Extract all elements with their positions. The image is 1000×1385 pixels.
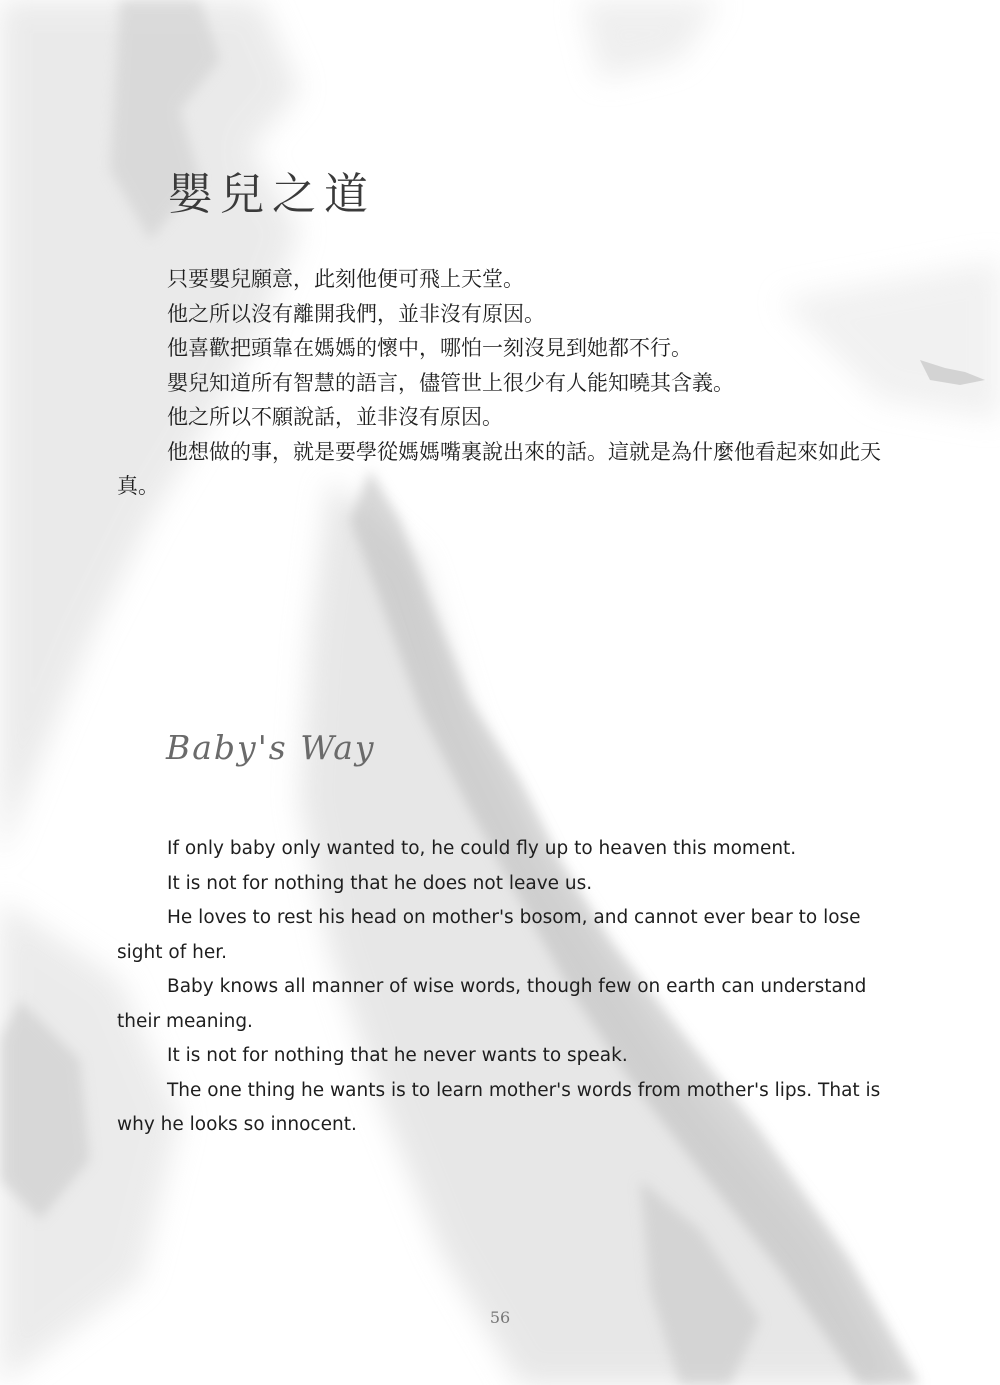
english-paragraph: Baby knows all manner of wise words, though few on earth can understand their meaning. bbox=[117, 976, 867, 1032]
chinese-paragraph: 只要嬰兒願意，此刻他便可飛上天堂。 bbox=[167, 267, 524, 291]
chinese-poem-body bbox=[117, 262, 887, 504]
english-paragraph: He loves to rest his head on mother's bosom, and cannot ever bear to lose sight of her. bbox=[117, 907, 861, 963]
chinese-paragraph: 嬰兒知道所有智慧的語言，儘管世上很少有人能知曉其含義。 bbox=[167, 370, 734, 395]
english-paragraph: It is not for nothing that he does not leave us. bbox=[167, 872, 593, 894]
chinese-paragraph: 他想做的事，就是要學從媽媽嘴裏說出來的話。這就是為什麼他看起來如此天真。 bbox=[117, 439, 881, 498]
english-paragraph: If only baby only wanted to, he could fly up to heaven this moment. bbox=[167, 838, 797, 859]
chinese-paragraph: 他喜歡把頭靠在媽媽的懷中，哪怕一刻沒見到她都不行。 bbox=[167, 336, 692, 360]
english-title: Baby's Way bbox=[166, 728, 376, 767]
english-paragraph: The one thing he wants is to learn mother's words from mother's lips. That is why he looks so innocent. bbox=[117, 1079, 881, 1135]
english-poem-body bbox=[117, 832, 887, 1143]
english-paragraph: It is not for nothing that he never wants to speak. bbox=[167, 1045, 628, 1066]
chinese-paragraph: 他之所以不願說話，並非沒有原因。 bbox=[167, 405, 503, 429]
chinese-paragraph: 他之所以沒有離開我們，並非沒有原因。 bbox=[167, 301, 545, 326]
page-number: 56 bbox=[489, 1308, 511, 1327]
chinese-title: 嬰兒之道 bbox=[168, 169, 376, 220]
